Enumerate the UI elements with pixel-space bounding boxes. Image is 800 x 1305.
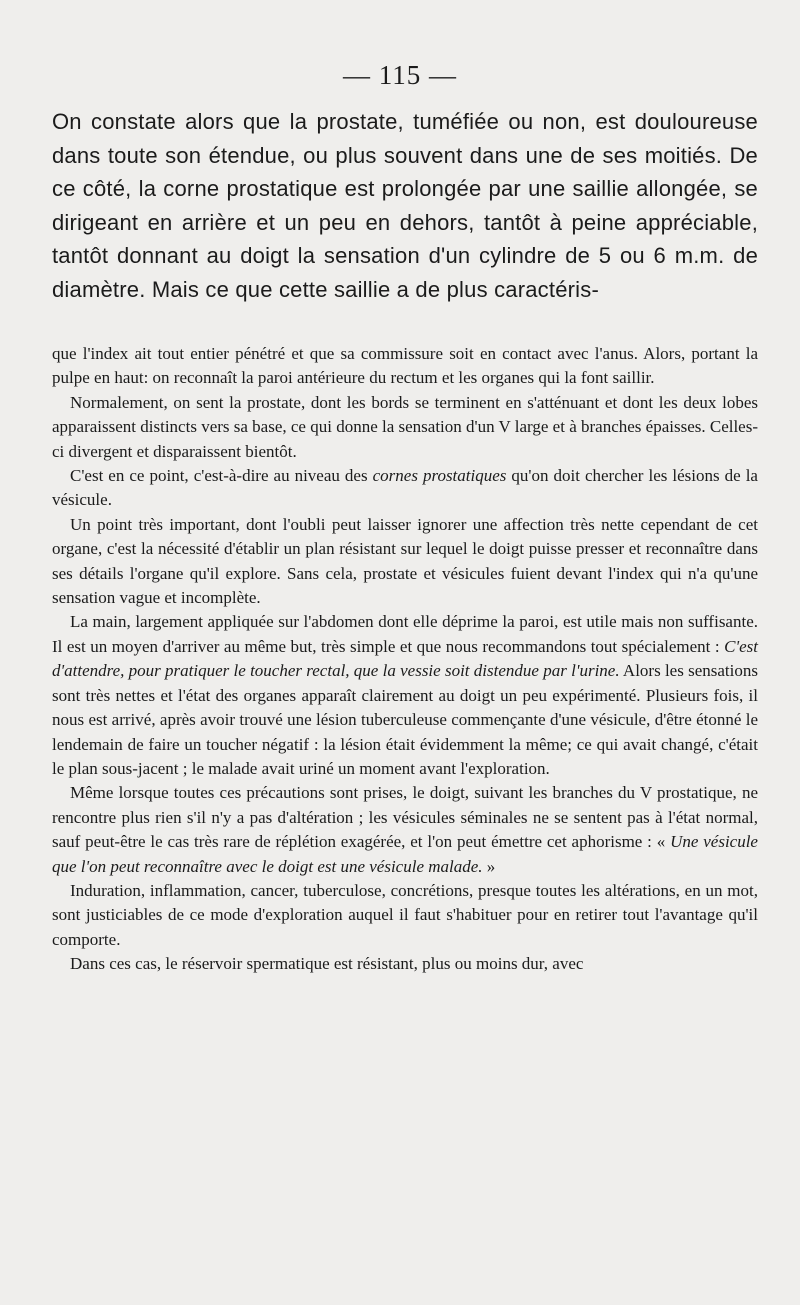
paragraph-3-italic: cornes prostatiques	[372, 466, 507, 486]
paragraph-5	[52, 610, 758, 781]
paragraph-5-before: La main, largement appliquée sur l'abdomen dont elle déprime la paroi, est utile mais non suffisante. Il est un moyen d'arriver au même but, très simple et que nous recommandons tout spécialement :	[52, 612, 758, 656]
paragraph-3-after: qu'on doit chercher les lésions de la vésicule.	[52, 466, 758, 510]
paragraph-5-after: Alors les sensations sont très nettes et l'état des organes apparaît clairement au doigt un peu expérimenté. Plusieurs fois, il nous est arrivé, après avoir trouvé une lésion tuberculeuse commençante d'une vésicule, d'être étonné le lendemain de faire un toucher négatif : la lésion était évidemment la même; ce qui avait changé, c'était le plan sous-jacent ; le malade avait uriné un moment avant l'exploration.	[52, 661, 758, 778]
paragraph-1: que l'index ait tout entier pénétré et que sa commissure soit en contact avec l'anus. Alors, portant la pulpe en haut: on reconnaît la paroi antérieure du rectum et les organes qui la font saillir.	[52, 344, 758, 388]
paragraph-4: Un point très important, dont l'oubli peut laisser ignorer une affection très nette cependant de cet organe, c'est la nécessité d'établir un plan résistant sur lequel le doigt puisse presser et reconnaître dans ses détails l'organe qu'il explore. Sans cela, prostate et vésicules fuient devant l'index qui n'a qu'une sensation vague et incomplète.	[52, 514, 758, 608]
paragraph-3-before: C'est en ce point, c'est-à-dire au niveau des	[70, 466, 373, 486]
small-print-body	[52, 342, 758, 977]
paragraph-large: On constate alors que la prostate, tuméfiée ou non, est douloureuse dans toute son étendue, ou plus souvent dans une de ses moitiés. De ce côté, la corne prostatique est prolongée par une saillie allongée, se dirigeant en arrière et un peu en dehors, tantôt à peine appréciable, tantôt donnant au doigt la sensation d'un cylindre de 5 ou 6 m.m. de diamètre. Mais ce que cette saillie a de plus caractéris-	[52, 109, 758, 302]
paragraph-2: Normalement, on sent la prostate, dont les bords se terminent en s'atténuant et dont les deux lobes apparaissent distincts vers sa base, ce qui donne la sensation d'un V large et à branches épaisses. Celles-ci divergent et disparaissent bientôt.	[52, 392, 759, 461]
paragraph-8: Dans ces cas, le réservoir spermatique est résistant, plus ou moins dur, avec	[70, 954, 584, 974]
paragraph-3	[52, 464, 758, 513]
paragraph-6	[52, 781, 758, 879]
large-print-paragraph	[52, 105, 758, 306]
paragraph-6-before: Même lorsque toutes ces précautions sont prises, le doigt, suivant les branches du V prostatique, ne rencontre plus rien s'il n'y a pas d'altération ; les vésicules séminales ne se sentent pas à l'état normal, sauf peut-être le cas très rare de réplétion exagérée, et l'on peut émettre cet aphorisme : «	[52, 783, 758, 852]
paragraph-7: Induration, inflammation, cancer, tuberculose, concrétions, presque toutes les altérations, en un mot, sont justiciables de ce mode d'exploration auquel il faut s'habituer pour en retirer tout l'avantage qu'il comporte.	[52, 880, 758, 949]
paragraph-6-after: »	[482, 856, 496, 876]
paragraph-6-italic: Une vésicule que l'on peut reconnaître avec le doigt est une vésicule malade.	[52, 832, 758, 876]
paragraph-5-italic: C'est d'attendre, pour pratiquer le toucher rectal, que la vessie soit distendue par l'urine.	[52, 636, 758, 681]
page-number: — 115 —	[343, 60, 457, 90]
